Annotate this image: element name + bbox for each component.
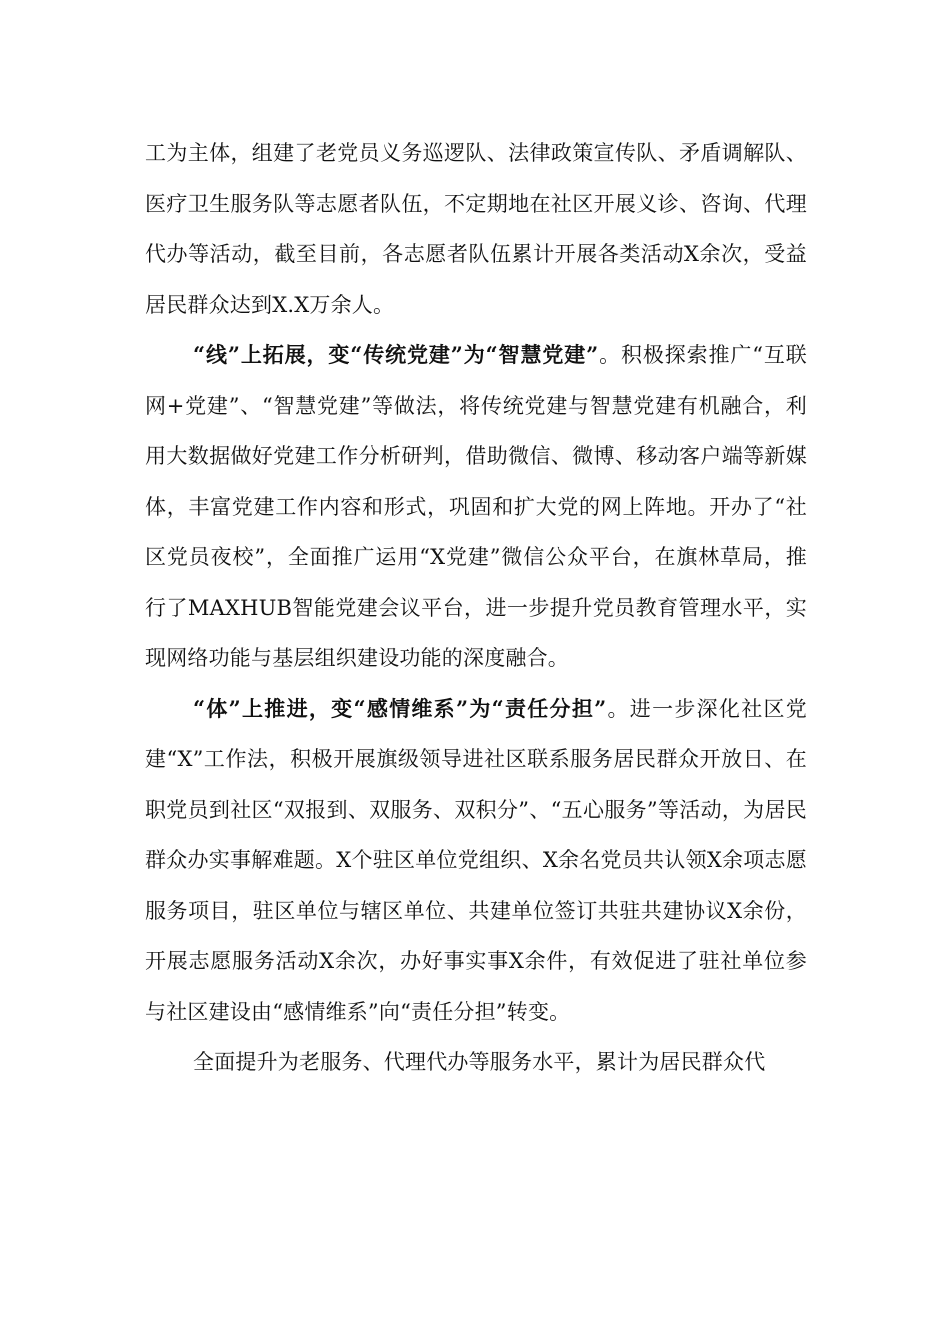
paragraph-3-heading: “体”上推进，变“感情维系”为“责任分担” (193, 695, 607, 721)
paragraph-4 (145, 1037, 807, 1088)
document-body (145, 128, 807, 1088)
paragraph-3-text: 。进一步深化社区党建“X”工作法，积极开展旗级领导进社区联系服务居民群众开放日、在职党员到社区“双报到、双服务、双积分”、“五心服务”等活动，为居民群众办实事解难题。X个驻区单位党组织、X余名党员共认领X余项志愿服务项目，驻区单位与辖区单位、共建单位签订共驻共建协议X余份，开展志愿服务活动X余次，办好事实事X余件，有效促进了驻社单位参与社区建设由“感情维系”向“责任分担”转变。 (145, 696, 807, 1024)
paragraph-2 (145, 330, 807, 684)
paragraph-1 (145, 128, 807, 330)
paragraph-4-text: 全面提升为老服务、代理代办等服务水平，累计为居民群众代 (193, 1050, 766, 1074)
paragraph-1-text: 工为主体，组建了老党员义务巡逻队、法律政策宣传队、矛盾调解队、医疗卫生服务队等志愿者队伍，不定期地在社区开展义诊、咨询、代理代办等活动，截至目前，各志愿者队伍累计开展各类活动X余次，受益居民群众达到X.X万余人。 (145, 141, 807, 317)
paragraph-2-heading: “线”上拓展，变“传统党建”为“智慧党建” (193, 342, 599, 367)
paragraph-3 (145, 684, 807, 1038)
paragraph-2-text: 。积极探索推广“互联网+党建”、“智慧党建”等做法，将传统党建与智慧党建有机融合，利用大数据做好党建工作分析研判，借助微信、微博、移动客户端等新媒体，丰富党建工作内容和形式，巩固和扩大党的网上阵地。开办了“社区党员夜校”，全面推广运用“X党建”微信公众平台，在旗林草局，推行了MAXHUB智能党建会议平台，进一步提升党员教育管理水平，实现网络功能与基层组织建设功能的深度融合。 (145, 343, 807, 670)
